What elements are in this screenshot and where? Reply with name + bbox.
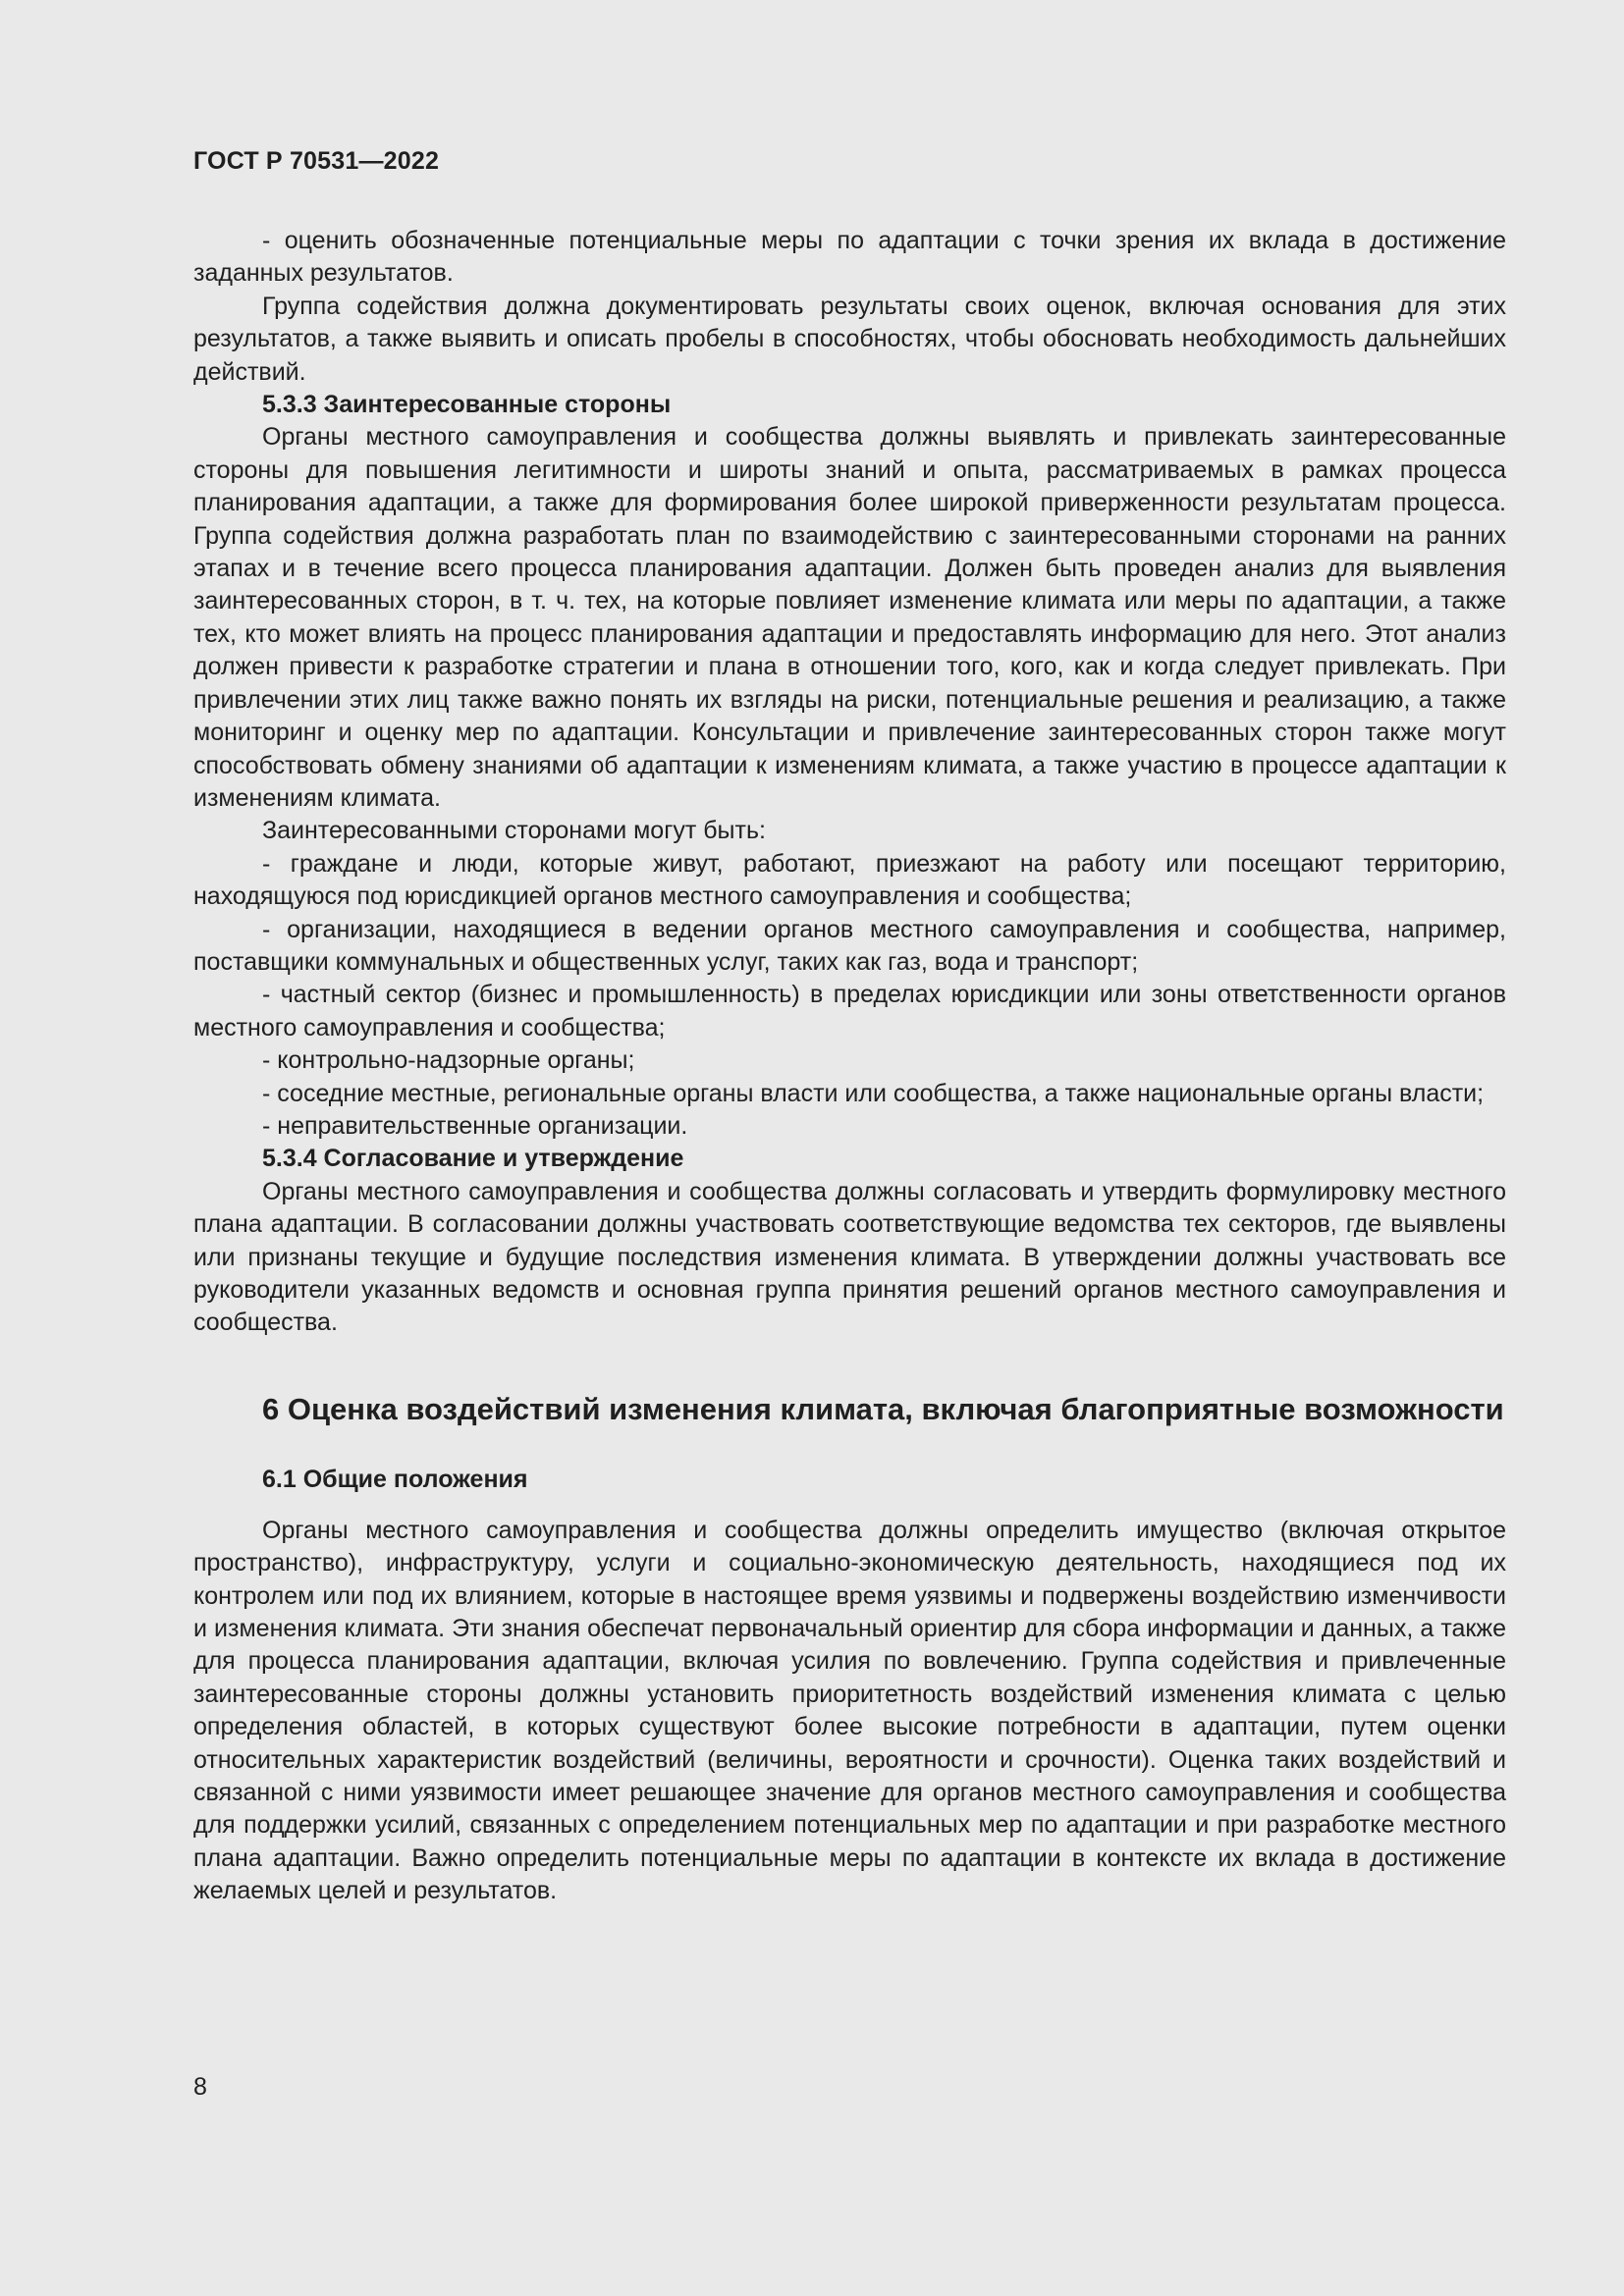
clause-heading-5-3-4: 5.3.4 Согласование и утверждение bbox=[262, 1145, 684, 1173]
list-item: - контрольно-надзорные органы; bbox=[262, 1046, 635, 1075]
clause-heading-5-3-3: 5.3.3 Заинтересованные стороны bbox=[262, 391, 672, 419]
list-item: - неправительственные организации. bbox=[262, 1111, 688, 1140]
paragraph: Органы местного самоуправления и сообщества должны согласовать и утвердить формулировку местного плана адаптации. В согласовании должны участвовать соответствующие ведомства тех секторов, где выявлены или признаны текущие и будущие последствия изменения климата. В утверждении должны участвовать все руководители указанных ведомств и основная группа принятия решений органов местного самоуправления и сообщества. bbox=[193, 1177, 1506, 1337]
paragraph: Группа содействия должна документировать результаты своих оценок, включая основания для этих результатов, а также выявить и описать пробелы в способностях, чтобы обосновать необходимость дальнейших действий. bbox=[193, 292, 1506, 386]
paragraph: Заинтересованными сторонами могут быть: bbox=[262, 817, 766, 845]
list-item: - оценить обозначенные потенциальные меры по адаптации с точки зрения их вклада в достижение заданных результатов. bbox=[193, 227, 1506, 288]
list-item: - частный сектор (бизнес и промышленность) в пределах юрисдикции или зоны ответственности органов местного самоуправления и сообщества; bbox=[193, 981, 1506, 1041]
paragraph: Органы местного самоуправления и сообщества должны определить имущество (включая открытое пространство), инфраструктуру, услуги и социально-экономическую деятельность, находящиеся под их контролем или под их влиянием, которые в настоящее время уязвимы и подвержены воздействию изменчивости и изменения климата. Эти знания обеспечат первоначальный ориентир для сбора информации и данных, а также для процесса планирования адаптации, включая усилия по вовлечению. Группа содействия и привлеченные заинтересованные стороны должны установить приоритетность воздействий изменения климата с целью определения областей, в которых существуют более высокие потребности в адаптации, путем оценки относительных характеристик воздействий (величины, вероятности и срочности). Оценка таких воздействий и связанной с ними уязвимости имеет решающее значение для органов местного самоуправления и сообщества для поддержки усилий, связанных с определением потенциальных мер по адаптации и при разработке местного плана адаптации. Важно определить потенциальные меры по адаптации в контексте их вклада в достижение желаемых целей и результатов. bbox=[193, 1516, 1506, 1905]
subsection-heading-6-1: 6.1 Общие положения bbox=[262, 1465, 528, 1493]
page-content bbox=[193, 225, 1506, 1908]
document-code-header: ГОСТ Р 70531—2022 bbox=[193, 147, 440, 175]
list-item: - граждане и люди, которые живут, работают, приезжают на работу или посещают территорию, находящуюся под юрисдикцией органов местного самоуправления и сообщества; bbox=[193, 849, 1506, 911]
section-heading-6: 6 Оценка воздействий изменения климата, включая благоприятные возможности bbox=[262, 1391, 1504, 1426]
list-item: - соседние местные, региональные органы власти или сообщества, а также национальные органы власти; bbox=[262, 1079, 1485, 1107]
list-item: - организации, находящиеся в ведении органов местного самоуправления и сообщества, например, поставщики коммунальных и общественных услуг, таких как газ, вода и транспорт; bbox=[193, 915, 1506, 976]
page-number: 8 bbox=[193, 2073, 207, 2101]
paragraph: Органы местного самоуправления и сообщества должны выявлять и привлекать заинтересованные стороны для повышения легитимности и широты знаний и опыта, рассматриваемых в рамках процесса планирования адаптации, а также для формирования более широкой приверженности результатам процесса. Группа содействия должна разработать план по взаимодействию с заинтересованными сторонами на ранних этапах и в течение всего процесса планирования адаптации. Должен быть проведен анализ для выявления заинтересованных сторон, в т. ч. тех, на которые повлияет изменение климата или меры по адаптации, а также тех, кто может влиять на процесс планирования адаптации и предоставлять информацию для него. Этот анализ должен привести к разработке стратегии и плана в отношении того, кого, как и когда следует привлекать. При привлечении этих лиц также важно понять их взгляды на риски, потенциальные решения и реализацию, а также мониторинг и оценку мер по адаптации. Консультации и привлечение заинтересованных сторон также могут способствовать обмену знаниями об адаптации к изменениям климата, а также участию в процессе адаптации к изменениям климата. bbox=[193, 423, 1506, 812]
